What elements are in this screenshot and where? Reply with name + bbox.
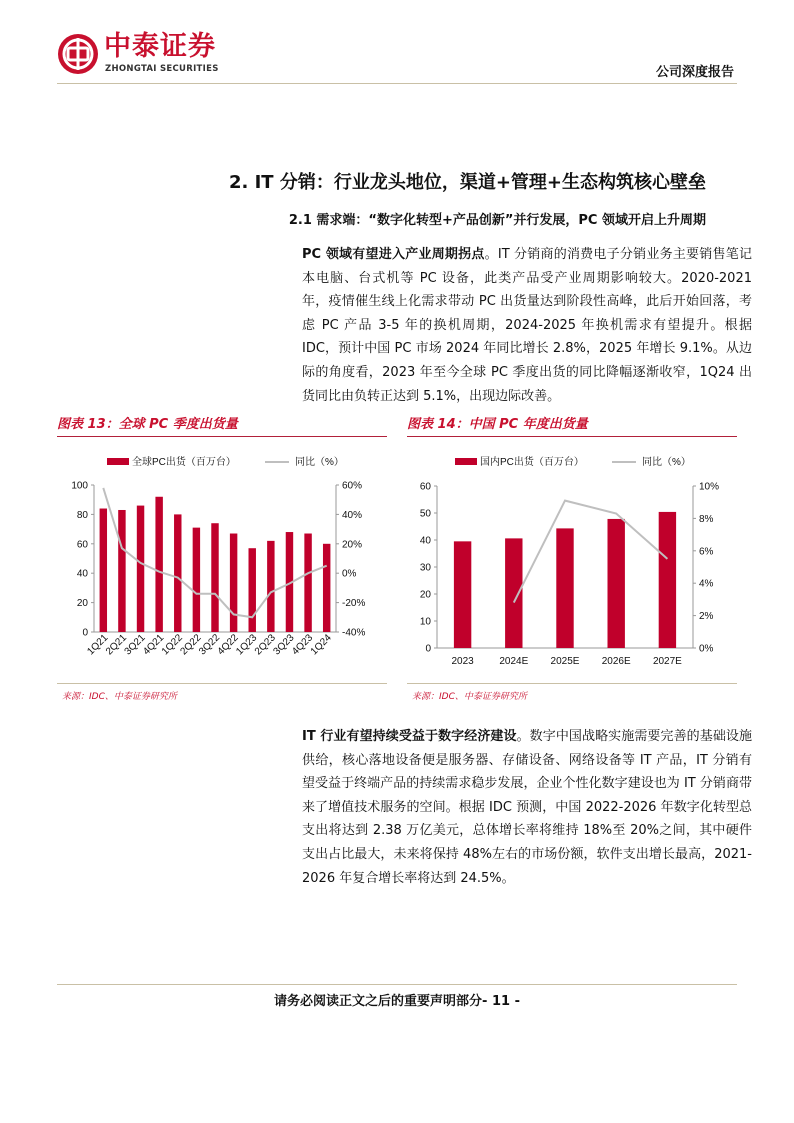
paragraph-pc-cycle: [302, 243, 752, 408]
bar: [193, 528, 200, 632]
document-type: 公司深度报告: [655, 65, 734, 80]
section-subtitle: 2.1 需求端：“数字化转型+产品创新”并行发展，PC 领域开启上升周期: [288, 213, 706, 228]
x-tick-label: 2Q22: [178, 632, 204, 658]
x-tick-label: 2024E: [499, 656, 529, 667]
paragraph-body: 。数字中国战略实施需要完善的基础设施供给，核心落地设备便是服务器、存储设备、网络设备等 IT 产品，IT 分销有望受益于终端产品的持续需求稳步发展，企业个性化数字建设也为 IT 分销商带来了增值技术服务的空间。根据 IDC 预测，中国 2022-2026 年数字化转型总支出将达到 2.38 万亿美元，总体增长率将维持 18%至 20%之间，其中硬件支出占比最大，未来将保持 48%左右的市场份额，软件支出增长最高，2021-2026 年复合增长率将达到 24.5%。: [302, 729, 752, 886]
x-tick-label: 4Q21: [141, 632, 167, 658]
y-tick-right-label: 8%: [699, 513, 714, 525]
y-tick-right-label: 2%: [699, 611, 714, 623]
figure-13-title: 图表 13：全球 PC 季度出货量: [57, 414, 387, 437]
yoy-line: [514, 501, 668, 603]
x-tick-label: 2Q23: [252, 632, 278, 658]
x-tick-label: 1Q21: [85, 632, 111, 658]
figure-13-chart: [57, 446, 387, 678]
y-tick-left-label: 60: [76, 539, 88, 551]
y-tick-left-label: 0: [425, 643, 431, 655]
bar: [267, 541, 274, 632]
x-tick-label: 1Q23: [234, 632, 260, 658]
y-tick-right-label: -40%: [342, 627, 366, 639]
bar: [100, 509, 107, 632]
x-tick-label: 4Q23: [290, 632, 316, 658]
header-divider: [57, 83, 737, 84]
y-tick-right-label: 60%: [342, 480, 363, 492]
y-tick-right-label: 20%: [342, 539, 363, 551]
y-tick-left-label: 80: [76, 509, 88, 521]
y-tick-left-label: 40: [419, 535, 431, 547]
bar: [137, 506, 144, 632]
y-tick-right-label: 0%: [699, 643, 714, 655]
y-tick-right-label: 6%: [699, 546, 714, 558]
figure-14-chart: [407, 446, 737, 678]
bar: [174, 514, 181, 632]
y-tick-right-label: 40%: [342, 509, 363, 521]
bar: [659, 512, 676, 648]
bar: [505, 538, 522, 648]
section-title: 2. IT 分销：行业龙头地位，渠道+管理+生态构筑核心壁垒: [228, 172, 706, 193]
y-tick-left-label: 0: [82, 627, 88, 639]
y-tick-right-label: -20%: [342, 598, 366, 610]
bar: [118, 510, 125, 632]
x-tick-label: 3Q21: [122, 632, 148, 658]
x-tick-label: 2Q21: [103, 632, 130, 658]
figure-14-title: 图表 14：中国 PC 年度出货量: [407, 414, 737, 437]
bar: [607, 519, 624, 648]
legend-bar-label: 全球PC出货（百万台）: [132, 457, 236, 468]
legend-bar-swatch: [107, 458, 129, 465]
footer-disclaimer: 请务必阅读正文之后的重要声明部分- 11 -: [274, 994, 520, 1009]
x-tick-label: 2026E: [601, 656, 631, 667]
bar: [155, 497, 162, 632]
footer-divider: [57, 984, 737, 985]
paragraph-digital-economy: [302, 725, 752, 890]
logo-chinese-name: 中泰证券: [104, 31, 216, 62]
bar: [323, 544, 330, 632]
legend-bar-label: 国内PC出货（百万台）: [480, 457, 584, 468]
bar: [230, 534, 237, 632]
y-tick-left-label: 10: [419, 616, 431, 628]
legend-bar-swatch: [455, 458, 477, 465]
logo-english-name: ZHONGTAI SECURITIES: [105, 64, 219, 74]
y-tick-right-label: 4%: [699, 578, 714, 590]
y-tick-left-label: 100: [71, 480, 88, 492]
y-tick-left-label: 20: [419, 589, 431, 601]
paragraph-lead: PC 领域有望进入产业周期拐点: [302, 247, 485, 262]
legend-line-label: 同比（%）: [295, 457, 344, 468]
paragraph-body: 。IT 分销商的消费电子分销业务主要销售笔记本电脑、台式机等 PC 设备，此类产品受产业周期影响较大。2020-2021 年，疫情催生线上化需求带动 PC 出货量达到阶段性高峰，此后开始回落，考虑 PC 产品 3-5 年的换机周期，2024-2025 年换机需求有望提升。根据 IDC，预计中国 PC 市场 2024 年同比增长 2.8%，2025 年增长 9.1%。从边际的角度看，2023 年至今全球 PC 季度出货的同比降幅逐渐收窄，1Q24 出货同比由负转正达到 5.1%，出现边际改善。: [302, 247, 752, 404]
legend-line-label: 同比（%）: [642, 457, 691, 468]
y-tick-right-label: 0%: [342, 568, 357, 580]
x-tick-label: 2027E: [652, 656, 682, 667]
paragraph-lead: IT 行业有望持续受益于数字经济建设: [302, 729, 517, 744]
bar: [249, 548, 256, 632]
bar: [556, 528, 573, 648]
figure-13-source: 来源：IDC、中泰证券研究所: [62, 692, 177, 702]
company-logo-icon: [57, 33, 99, 75]
figure-14-source: 来源：IDC、中泰证券研究所: [412, 692, 527, 702]
y-tick-right-label: 10%: [699, 481, 720, 493]
bar: [454, 541, 471, 648]
y-tick-left-label: 50: [419, 508, 431, 520]
bar: [211, 523, 218, 632]
x-tick-label: 3Q22: [197, 632, 223, 658]
y-tick-left-label: 20: [76, 598, 88, 610]
x-tick-label: 3Q23: [271, 632, 297, 658]
x-tick-label: 1Q24: [308, 632, 334, 658]
x-tick-label: 2025E: [550, 656, 580, 667]
bar: [304, 534, 311, 632]
y-tick-left-label: 60: [419, 481, 431, 493]
x-tick-label: 1Q22: [159, 632, 185, 658]
figure-13-bottom-rule: [57, 683, 387, 684]
x-tick-label: 4Q22: [215, 632, 241, 658]
y-tick-left-label: 30: [419, 562, 431, 574]
figure-14-bottom-rule: [407, 683, 737, 684]
y-tick-left-label: 40: [76, 568, 88, 580]
x-tick-label: 2023: [451, 656, 474, 667]
